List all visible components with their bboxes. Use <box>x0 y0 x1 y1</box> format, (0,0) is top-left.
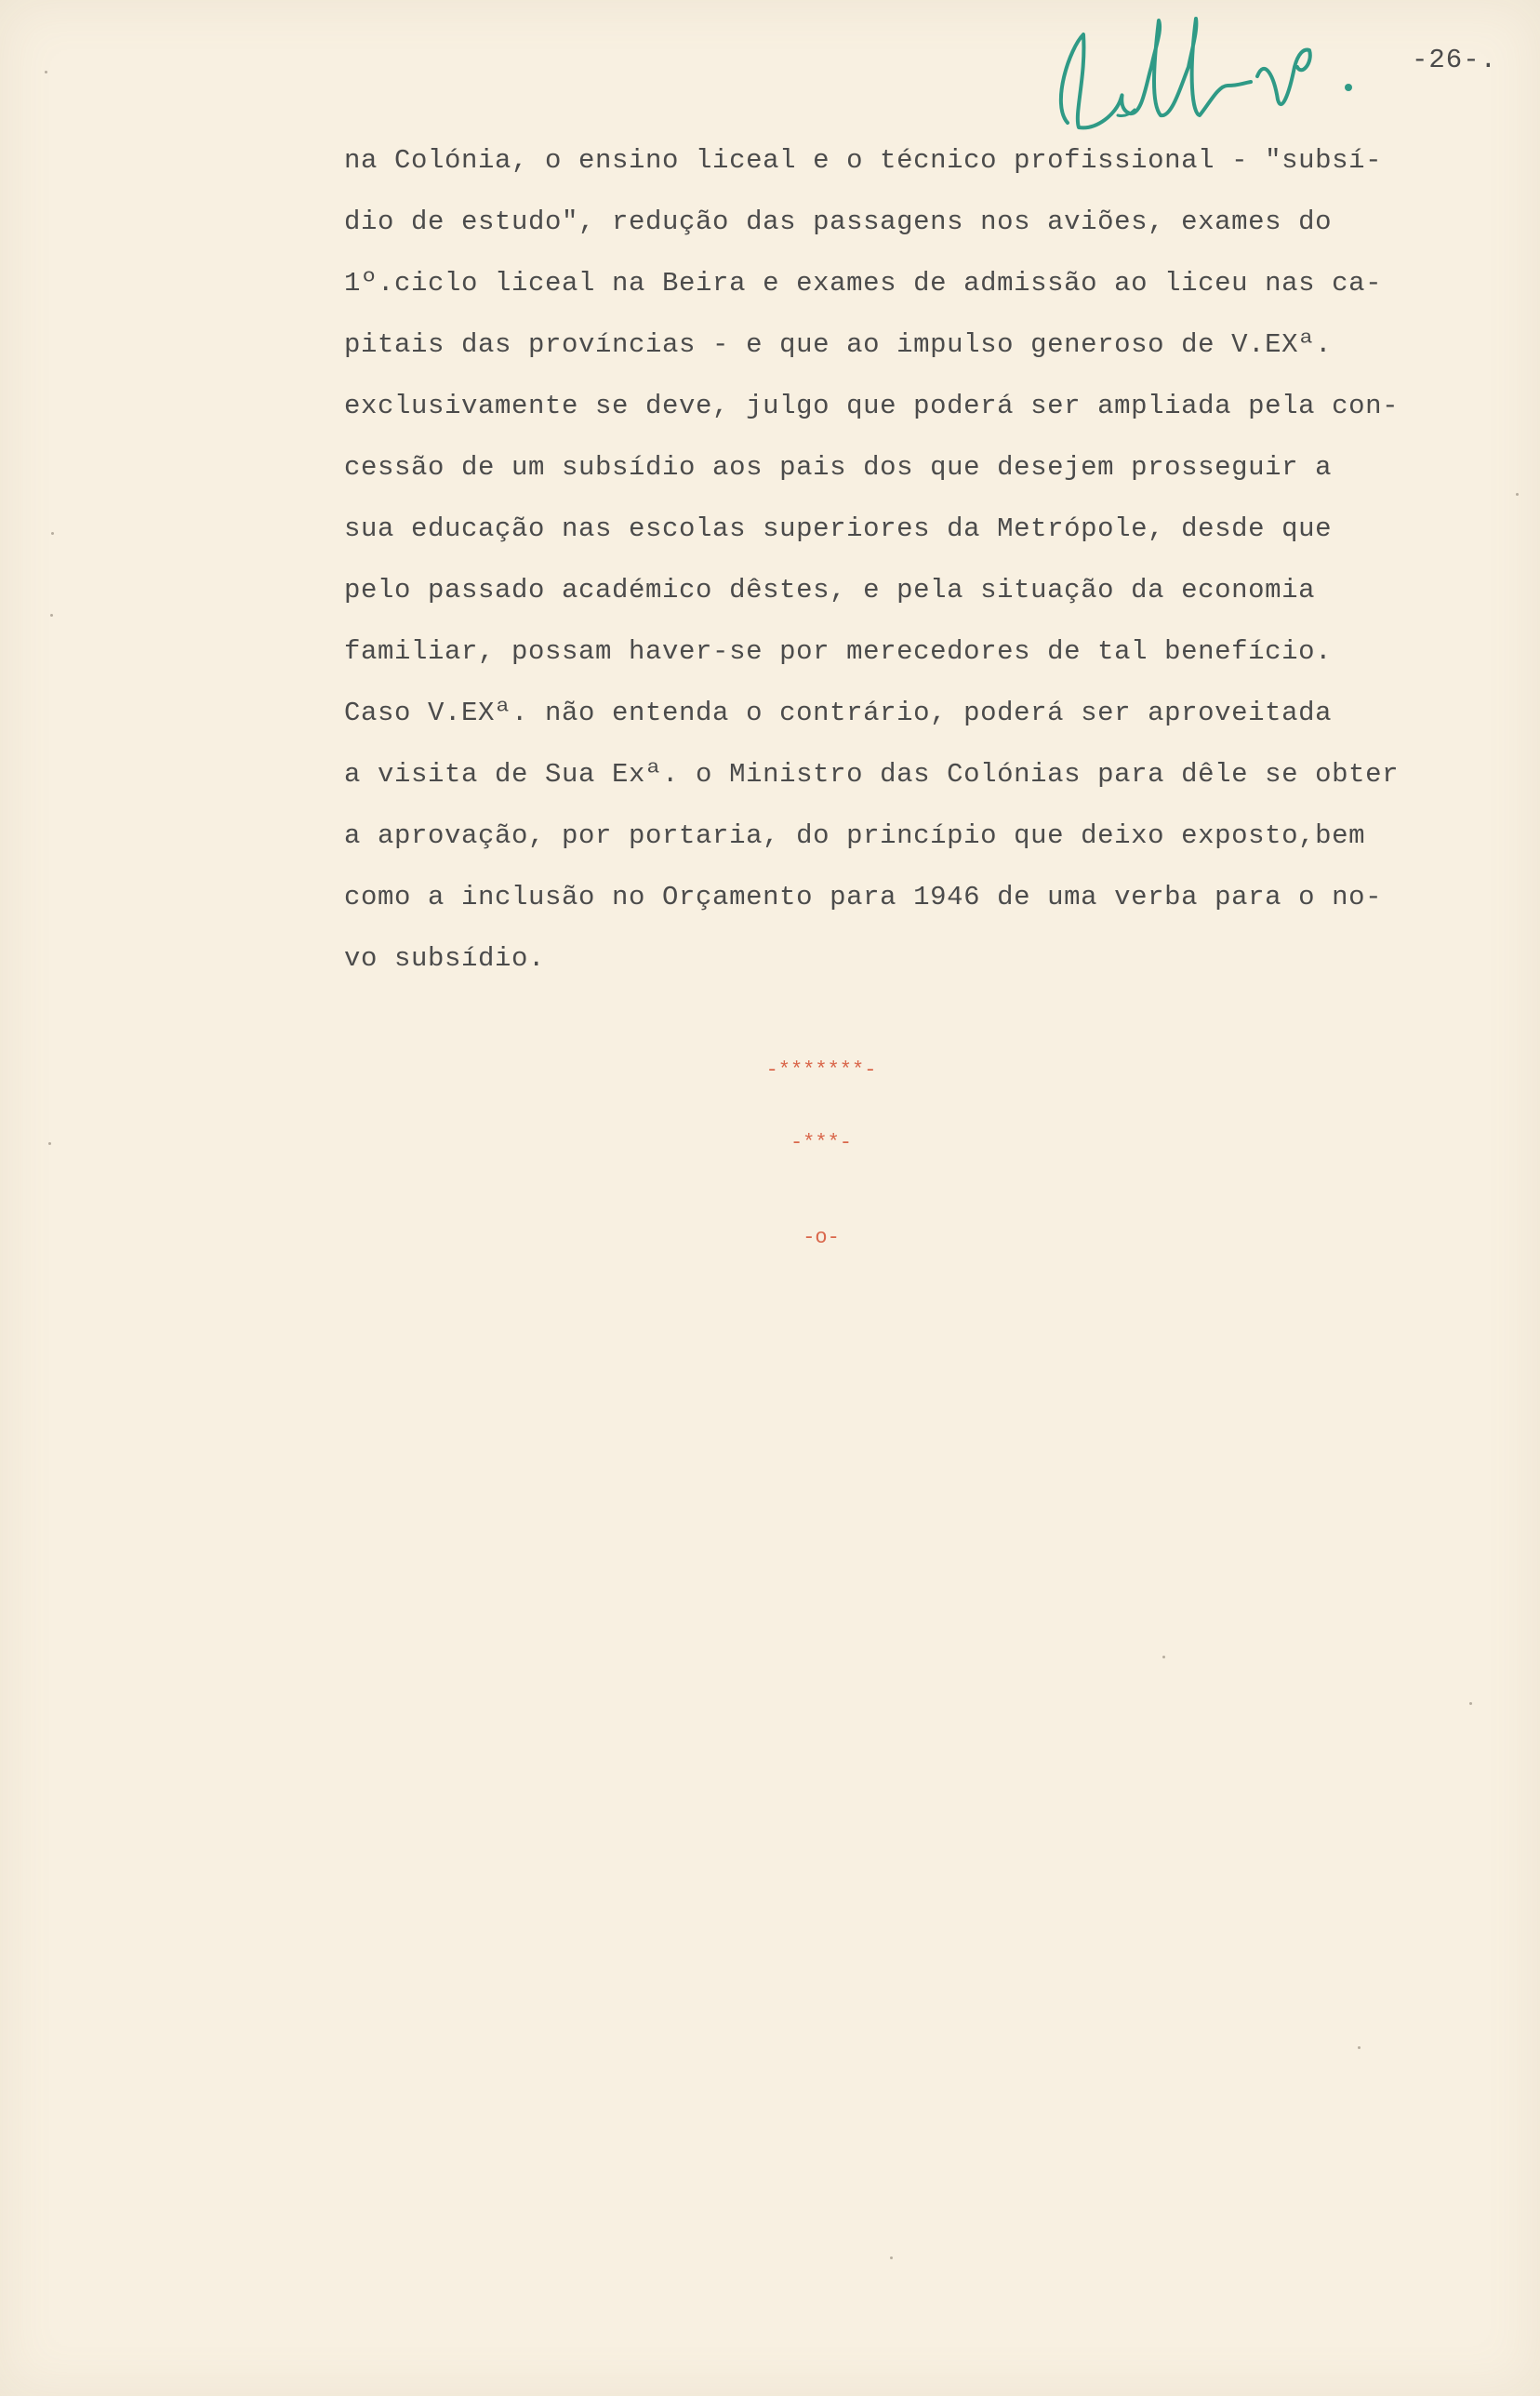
paper-speck <box>1516 493 1519 496</box>
body-line: vo subsídio. <box>344 943 546 974</box>
body-line: sua educação nas escolas superiores da Metrópole, desde que <box>344 513 1333 544</box>
body-line: a visita de Sua Exª. o Ministro das Colónias para dêle se obter <box>344 759 1400 790</box>
body-line: familiar, possam haver-se por merecedores de tal benefício. <box>344 636 1333 667</box>
paper-speck <box>51 532 54 535</box>
body-line: a aprovação, por portaria, do princípio que deixo exposto,bem <box>344 820 1366 851</box>
ornament-divider-short: -***- <box>790 1131 852 1154</box>
body-line: pelo passado académico dêstes, e pela situação da economia <box>344 575 1316 606</box>
ornament-end-mark: -o- <box>803 1226 840 1249</box>
body-line: dio de estudo", redução das passagens nos aviões, exames do <box>344 206 1333 237</box>
body-line: pitais das províncias - e que ao impulso generoso de V.EXª. <box>344 329 1333 360</box>
paper-speck <box>890 2256 893 2259</box>
ornament-divider-long: -*******- <box>765 1058 877 1082</box>
paper-speck <box>1358 2046 1361 2049</box>
paper-speck <box>45 71 47 73</box>
page-number: -26-. <box>1412 45 1498 75</box>
body-line: na Colónia, o ensino liceal e o técnico profissional - "subsí- <box>344 145 1383 176</box>
body-line: Caso V.EXª. não entenda o contrário, poderá ser aproveitada <box>344 698 1333 728</box>
paper-speck <box>50 614 53 617</box>
body-text <box>344 130 1525 990</box>
paper-speck <box>1162 1656 1165 1658</box>
body-line: 1º.ciclo liceal na Beira e exames de admissão ao liceu nas ca- <box>344 268 1383 299</box>
paper-speck <box>1469 1702 1472 1705</box>
body-line: como a inclusão no Orçamento para 1946 de uma verba para o no- <box>344 882 1383 912</box>
body-line: cessão de um subsídio aos pais dos que desejem prosseguir a <box>344 452 1333 483</box>
body-line: exclusivamente se deve, julgo que poderá ser ampliada pela con- <box>344 391 1400 421</box>
paper-speck <box>48 1142 51 1145</box>
